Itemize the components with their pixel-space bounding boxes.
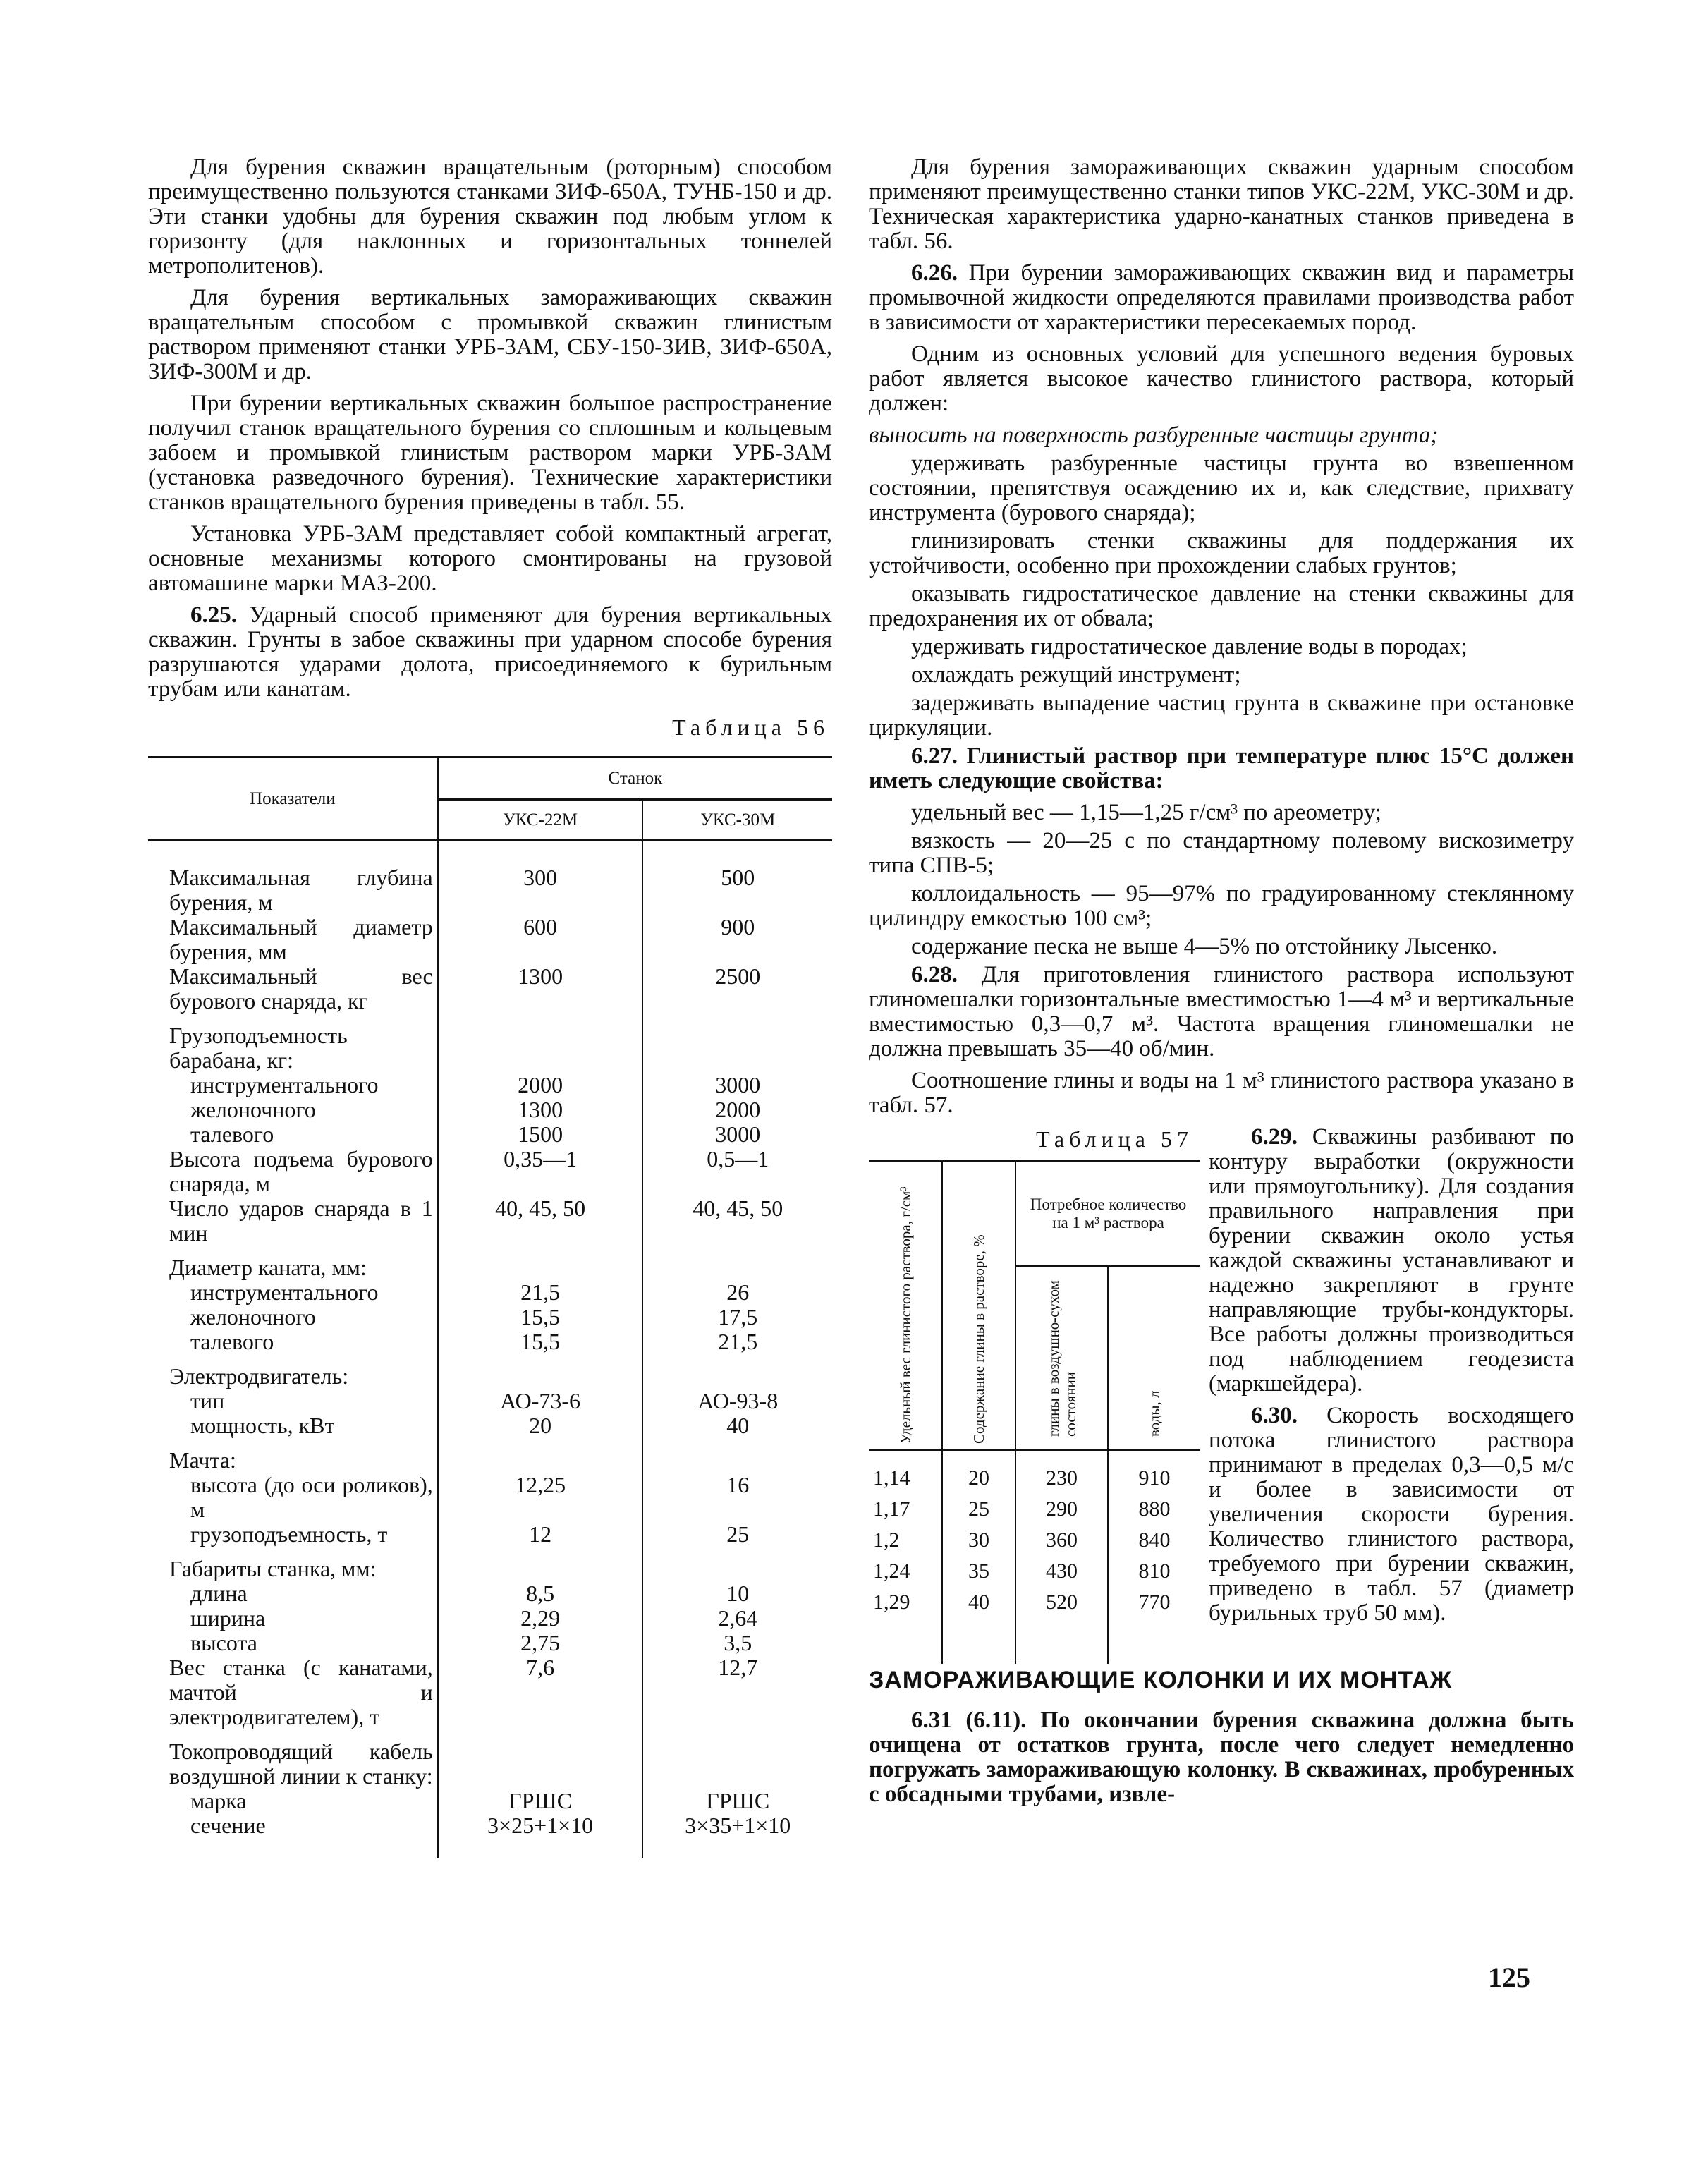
row-value-uks30m: 0,5—1: [642, 1147, 832, 1196]
table-row: [148, 1813, 832, 1858]
paragraph-urb-install: Установка УРБ-3АМ представляет собой компактный агрегат, основные механизмы которого смонтированы на грузовой автомашине марки МАЗ-200.: [148, 521, 832, 596]
row-value-uks30m: 2500: [642, 964, 832, 1014]
row-label: желоночного: [190, 1097, 316, 1122]
row-label: сечение: [190, 1813, 266, 1838]
table-row: [148, 1655, 832, 1729]
row-value-uks30m: 17,5: [642, 1305, 832, 1330]
table-row: [869, 1528, 1200, 1559]
row-label: мощность, кВт: [190, 1413, 335, 1438]
cell-water: 840: [1108, 1528, 1200, 1559]
clay-property-item: коллоидальность — 95—97% по градуированному стеклянному цилиндру емкостью 100 см³;: [869, 881, 1574, 931]
row-label: марка: [190, 1788, 247, 1813]
row-value-uks30m: [642, 1729, 832, 1789]
clause-text: Глинистый раствор при температуре плюс 15°С должен иметь следующие свойства:: [869, 743, 1574, 793]
paragraph-percussion-machines: Для бурения замораживающих скважин ударным способом применяют преимущественно станки типов УКС-22М, УКС-30М и др. Техническая характеристика ударно-канатных станков приведена в табл. 56.: [869, 154, 1574, 254]
row-label: длина: [190, 1581, 248, 1606]
row-label: грузоподъемность, т: [190, 1521, 388, 1547]
cell-clay: 430: [1015, 1559, 1108, 1590]
header-text: воды, л: [1146, 1390, 1163, 1437]
row-value-uks30m: ГРШС: [642, 1789, 832, 1813]
row-value-uks30m: 3000: [642, 1073, 832, 1097]
clause-text: При бурении замораживающих скважин вид и параметры промывочной жидкости определяются правилами производства работ в зависимости от характеристики пересекаемых пород.: [869, 260, 1574, 335]
table-header-machine: Станок: [438, 758, 832, 800]
header-text: глины в воздушно-сухом состоянии: [1044, 1280, 1079, 1437]
row-label: Токопроводящий кабель воздушной линии к станку:: [169, 1739, 433, 1789]
table-header-parameters: Показатели: [148, 758, 438, 841]
table-row: [869, 1559, 1200, 1590]
row-label: Грузоподъемность барабана, кг:: [169, 1023, 348, 1073]
clause-number: 6.28.: [911, 962, 958, 987]
row-value-uks30m: 3×35+1×10: [642, 1813, 832, 1858]
clause-text: Скорость восходящего потока глинистого раствора принимают в пределах 0,3—0,5 м/с и более в зависимости от увеличения скорости бурения. Количество глинистого раствора, требуемого при бурении скважин, приведено в табл. 57 (диаметр бурильных труб 50 мм).: [1209, 1403, 1574, 1626]
row-value-uks22m: 600: [438, 915, 643, 964]
clause-text: Ударный способ применяют для бурения вертикальных скважин. Грунты в забое скважины при ударном способе бурения разрушаются ударами долота, присоединяемого к бурильным трубам или канатам.: [148, 602, 832, 702]
row-value-uks22m: 20: [438, 1413, 643, 1438]
cell-water: 910: [1108, 1450, 1200, 1497]
clay-requirement-item: выносить на поверхность разбуренные частицы грунта;: [869, 422, 1439, 448]
clause-number: 6.26.: [911, 260, 958, 286]
section-title: ЗАМОРАЖИВАЮЩИЕ КОЛОНКИ И ИХ МОНТАЖ: [869, 1667, 1453, 1693]
cell-water: 810: [1108, 1559, 1200, 1590]
table-row: [869, 1590, 1200, 1664]
row-value-uks30m: 900: [642, 915, 832, 964]
row-value-uks22m: 1300: [438, 964, 643, 1014]
table-row: [869, 1497, 1200, 1528]
row-value-uks22m: 0,35—1: [438, 1147, 643, 1196]
row-value-uks22m: 15,5: [438, 1330, 643, 1354]
clay-requirement-item: удерживать разбуренные частицы грунта во взвешенном состоянии, препятствуя осаждению их и, как следствие, прихвату инструмента (бурового снаряда);: [869, 451, 1574, 525]
row-value-uks22m: 8,5: [438, 1581, 643, 1606]
table-57-caption: Таблица 57: [1036, 1126, 1193, 1152]
row-label: Максимальная глубина бурения, м: [169, 865, 433, 915]
table-row: [148, 1581, 832, 1606]
row-label: инструментального: [190, 1279, 379, 1305]
row-value-uks22m: 12: [438, 1522, 643, 1547]
row-value-uks30m: 25: [642, 1522, 832, 1547]
row-value-uks30m: 3,5: [642, 1631, 832, 1655]
cell-clay: 520: [1015, 1590, 1108, 1664]
row-value-uks30m: 21,5: [642, 1330, 832, 1354]
row-value-uks22m: 2000: [438, 1073, 643, 1097]
row-value-uks22m: 1500: [438, 1122, 643, 1147]
row-value-uks22m: 300: [438, 841, 643, 915]
paragraph-urb-3am: При бурении вертикальных скважин большое распространение получил станок вращательного бурения со сплошным и кольцевым забоем и промывкой глинистым раствором марки УРБ-3АМ (установка разведочного бурения). Технические характеристики станков вращательного бурения приведены в табл. 55.: [148, 391, 832, 515]
table-row: [148, 1789, 832, 1813]
row-value-uks22m: АО-73-6: [438, 1389, 643, 1413]
cell-clay: 230: [1015, 1450, 1108, 1497]
paragraph-6-26: [869, 261, 1574, 335]
clay-property-item: удельный вес — 1,15—1,25 г/см³ по ареометру;: [911, 800, 1381, 825]
cell-content: 20: [942, 1450, 1015, 1497]
row-label: Высота подъема бурового снаряда, м: [169, 1146, 433, 1196]
row-label: талевого: [190, 1121, 274, 1147]
row-value-uks30m: [642, 1547, 832, 1581]
header-text: Содержание глины в растворе, %: [970, 1234, 987, 1444]
clause-text: Для приготовления глинистого раствора используют глиномешалки горизонтальные вместимостью 1—4 м³ и вертикальные вместимостью 0,3—0,7 м³. Частота вращения глиномешалки не должна превышать 35—40 об/мин.: [869, 962, 1574, 1061]
table-row: [148, 1122, 832, 1147]
cell-clay: 290: [1015, 1497, 1108, 1528]
clause-number: 6.25.: [190, 602, 237, 628]
table-row: [148, 1073, 832, 1097]
table-56-caption: Таблица 56: [672, 714, 829, 740]
row-value-uks30m: [642, 1354, 832, 1389]
row-value-uks30m: [642, 1246, 832, 1280]
clay-requirement-item: оказывать гидростатическое давление на стенки скважины для предохранения их от обвала;: [869, 581, 1574, 631]
row-label: Электродвигатель:: [169, 1363, 349, 1389]
cell-water: 880: [1108, 1497, 1200, 1528]
row-label: Вес станка (с канатами, мачтой и электродвигателем), т: [169, 1655, 433, 1729]
paragraph-clay-intro: Одним из основных условий для успешного ведения буровых работ является высокое качество глинистого раствора, который должен:: [869, 341, 1574, 416]
paragraph-6-28: [869, 963, 1574, 1061]
clause-text: Скважины разбивают по контуру выработки (окружности или прямоугольнику). Для создания правильного направления при бурении скважин около устья каждой скважины устанавливают и надежно закрепляют в грунте направляющие трубы-кондукторы. Все работы должны производиться под наблюдением геодезиста (маркшейдера).: [1209, 1124, 1574, 1397]
cell-content: 25: [942, 1497, 1015, 1528]
table-row: [148, 841, 832, 915]
clause-number: 6.27.: [911, 743, 958, 769]
cell-water: 770: [1108, 1590, 1200, 1664]
row-label: высота: [190, 1630, 257, 1655]
row-value-uks30m: 12,7: [642, 1655, 832, 1729]
row-value-uks30m: АО-93-8: [642, 1389, 832, 1413]
paragraph-rotary-drilling: Для бурения скважин вращательным (роторным) способом преимущественно пользуются станками ЗИФ-650А, ТУНБ-150 и др. Эти станки удобны для бурения скважин под любым углом к горизонту (для наклонных и горизонтальных тоннелей метрополитенов).: [148, 154, 832, 279]
row-label: Мачта:: [169, 1447, 236, 1473]
table-row: [148, 1438, 832, 1473]
row-value-uks22m: 1300: [438, 1097, 643, 1122]
row-value-uks22m: 15,5: [438, 1305, 643, 1330]
row-value-uks30m: 40: [642, 1413, 832, 1438]
row-value-uks22m: 7,6: [438, 1655, 643, 1729]
row-label: высота (до оси роликов), м: [190, 1472, 433, 1522]
table-row: [148, 1305, 832, 1330]
row-label: талевого: [190, 1329, 274, 1354]
row-value-uks22m: 12,25: [438, 1473, 643, 1522]
row-value-uks22m: [438, 1438, 643, 1473]
row-value-uks22m: [438, 1246, 643, 1280]
row-label: инструментального: [190, 1072, 379, 1097]
row-value-uks30m: 10: [642, 1581, 832, 1606]
table-row: [148, 1354, 832, 1389]
paragraph-6-31: 6.31 (6.11). По окончании бурения скважина должна быть очищена от остатков грунта, после чего следует немедленно погружать замораживающую колонку. В скважинах, пробуренных с обсадными трубами, извле-: [869, 1708, 1574, 1807]
row-label: Число ударов снаряда в 1 мин: [169, 1195, 433, 1246]
cell-weight: 1,24: [873, 1559, 910, 1583]
row-value-uks22m: 21,5: [438, 1280, 643, 1305]
table-row: [148, 1330, 832, 1354]
table-row: [148, 1631, 832, 1655]
table-header-clay: [1015, 1267, 1108, 1451]
table-header-weight: [869, 1161, 942, 1451]
clause-number: 6.30.: [1251, 1403, 1298, 1428]
paragraph-6-25: [148, 603, 832, 702]
table-row: [148, 1389, 832, 1413]
clay-property-item: вязкость — 20—25 с по стандартному полевому вискозиметру типа СПВ-5;: [869, 828, 1574, 878]
clay-property-item: содержание песка не выше 4—5% по отстойнику Лысенко.: [911, 934, 1498, 959]
table-header-water: [1108, 1267, 1200, 1451]
row-label: желоночного: [190, 1304, 316, 1330]
row-value-uks30m: 40, 45, 50: [642, 1196, 832, 1246]
clause-number: 6.29.: [1251, 1124, 1298, 1150]
table-row: [148, 1014, 832, 1073]
right-column: [869, 155, 1574, 1814]
cell-content: 40: [942, 1590, 1015, 1664]
table-row: [148, 915, 832, 964]
table-56: [148, 756, 832, 1858]
row-value-uks30m: 16: [642, 1473, 832, 1522]
table-header-need: Потребное количество на 1 м³ раствора: [1015, 1161, 1200, 1267]
row-value-uks22m: [438, 1354, 643, 1389]
table-row: [148, 1522, 832, 1547]
table-row: [148, 1196, 832, 1246]
row-label: тип: [190, 1388, 225, 1413]
paragraph-clay-water-ratio: Соотношение глины и воды на 1 м³ глинистого раствора указано в табл. 57.: [869, 1068, 1574, 1118]
cell-weight: 1,2: [873, 1528, 900, 1552]
clay-requirement-item: задерживать выпадение частиц грунта в скважине при остановке циркуляции.: [869, 690, 1574, 741]
cell-weight: 1,29: [873, 1590, 910, 1614]
row-value-uks22m: [438, 1014, 643, 1073]
row-value-uks22m: ГРШС: [438, 1789, 643, 1813]
table-row: [148, 964, 832, 1014]
row-value-uks30m: [642, 1014, 832, 1073]
clay-requirement-item: охлаждать режущий инструмент;: [911, 662, 1241, 688]
cell-clay: 360: [1015, 1528, 1108, 1559]
row-label: Максимальный диаметр бурения, мм: [169, 914, 433, 964]
table-57: [869, 1160, 1200, 1664]
table-row: [148, 1413, 832, 1438]
row-value-uks22m: 2,29: [438, 1606, 643, 1631]
cell-weight: 1,14: [873, 1466, 910, 1490]
left-column: [148, 155, 832, 1858]
row-label: ширина: [190, 1605, 266, 1631]
header-text: Удельный вес глинистого раствора, г/см³: [896, 1186, 914, 1444]
table-row: [148, 1473, 832, 1522]
row-label: Максимальный вес бурового снаряда, кг: [169, 963, 433, 1014]
table-row: [148, 1097, 832, 1122]
row-value-uks30m: 3000: [642, 1122, 832, 1147]
row-value-uks30m: [642, 1438, 832, 1473]
table-row: [869, 1450, 1200, 1497]
row-label: Диаметр каната, мм:: [169, 1255, 367, 1280]
paragraph-6-27: [869, 744, 1574, 793]
table-header-uks30m: УКС-30М: [642, 800, 832, 841]
table-row: [148, 1246, 832, 1280]
table-row: [148, 1606, 832, 1631]
table-row: [148, 1547, 832, 1581]
row-value-uks22m: 2,75: [438, 1631, 643, 1655]
row-value-uks22m: [438, 1729, 643, 1789]
row-value-uks30m: 2,64: [642, 1606, 832, 1631]
table-row: [148, 1729, 832, 1789]
row-value-uks30m: 500: [642, 841, 832, 915]
paragraph-vertical-freezing: Для бурения вертикальных замораживающих скважин вращательным способом с промывкой скважин глинистым раствором применяют станки УРБ-3АМ, СБУ-150-ЗИВ, ЗИФ-650А, ЗИФ-300М и др.: [148, 285, 832, 384]
cell-content: 35: [942, 1559, 1015, 1590]
table-row: [148, 1147, 832, 1196]
row-value-uks30m: 26: [642, 1280, 832, 1305]
table-57-block: [869, 1125, 1200, 1664]
clay-requirement-item: удерживать гидростатическое давление воды в породах;: [911, 634, 1468, 659]
table-row: [148, 1280, 832, 1305]
table-header-uks22m: УКС-22М: [438, 800, 643, 841]
cell-content: 30: [942, 1528, 1015, 1559]
row-value-uks22m: 3×25+1×10: [438, 1813, 643, 1858]
row-label: Габариты станка, мм:: [169, 1556, 377, 1581]
row-value-uks30m: 2000: [642, 1097, 832, 1122]
clay-requirement-item: глинизировать стенки скважины для поддержания их устойчивости, особенно при прохождении слабых грунтов;: [869, 528, 1574, 578]
row-value-uks22m: [438, 1547, 643, 1581]
row-value-uks22m: 40, 45, 50: [438, 1196, 643, 1246]
page-number: 125: [1488, 1961, 1530, 1993]
table-header-content: [942, 1161, 1015, 1451]
cell-weight: 1,17: [873, 1497, 910, 1521]
